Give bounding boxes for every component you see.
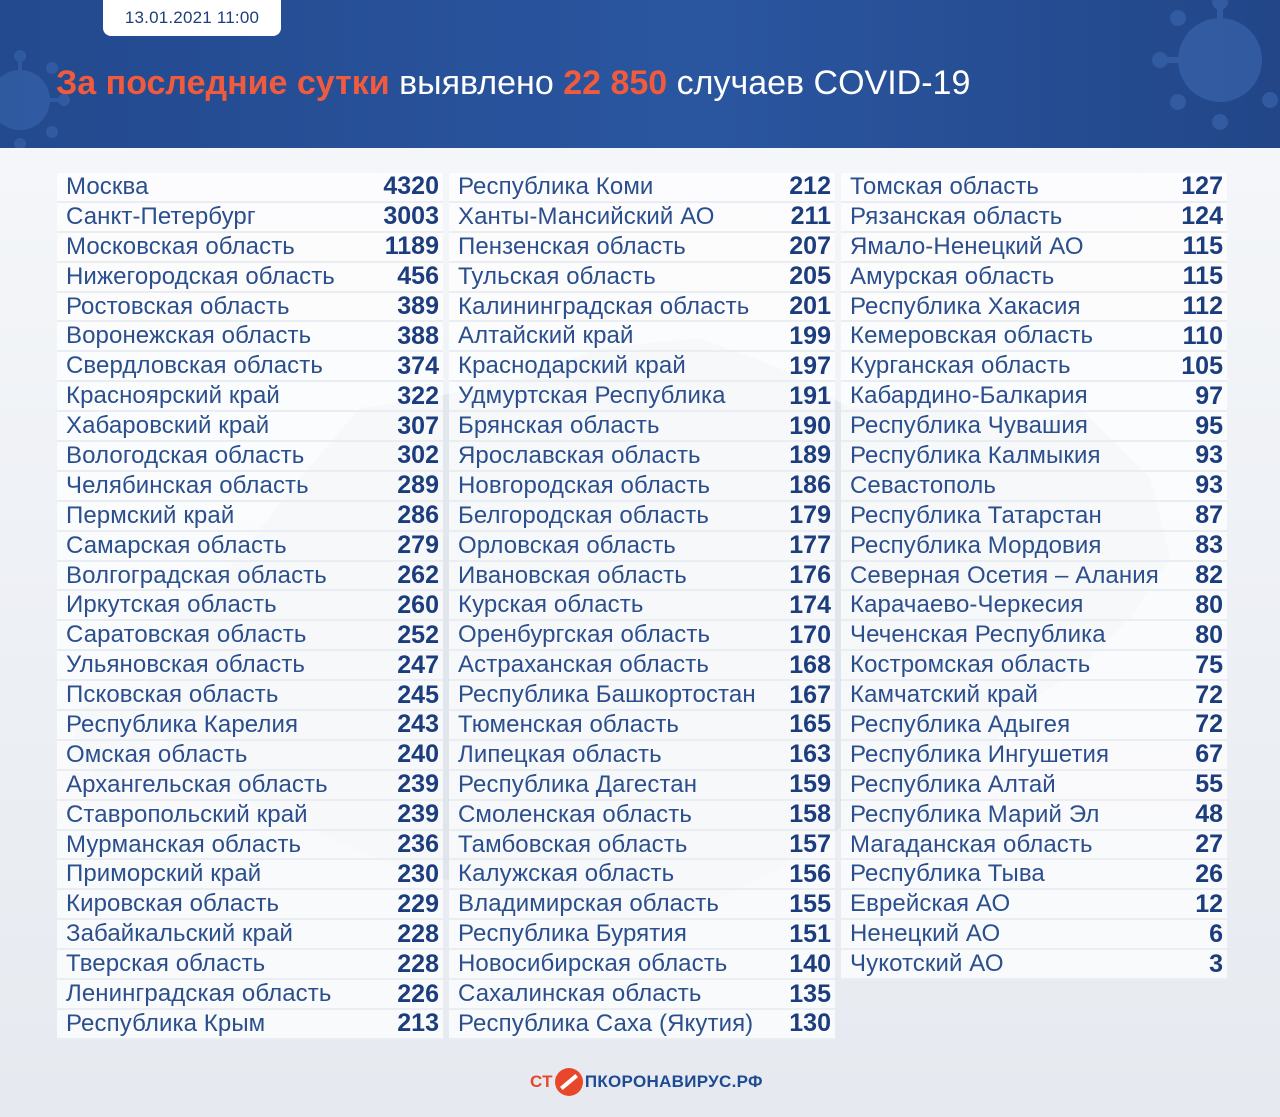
case-count: 4320 (383, 172, 439, 201)
column-2 (449, 173, 835, 1040)
region-name: Пензенская область (458, 232, 686, 260)
case-count: 124 (1181, 202, 1223, 231)
case-count: 212 (789, 172, 831, 201)
table-row (57, 681, 443, 711)
case-count: 211 (790, 202, 831, 231)
case-count: 80 (1195, 620, 1223, 649)
table-row (841, 950, 1227, 980)
table-row (57, 621, 443, 651)
table-row (57, 860, 443, 890)
table-row (449, 442, 835, 472)
case-count: 135 (789, 979, 831, 1008)
case-count: 170 (789, 620, 831, 649)
case-count: 151 (789, 919, 831, 948)
table-row (841, 382, 1227, 412)
case-count: 228 (397, 949, 439, 978)
table-row (841, 352, 1227, 382)
region-name: Астраханская область (458, 651, 709, 679)
table-row (57, 322, 443, 352)
region-name: Пермский край (66, 501, 235, 529)
table-row (57, 741, 443, 771)
case-count: 167 (789, 680, 831, 709)
case-count: 105 (1181, 351, 1223, 380)
case-count: 75 (1195, 650, 1223, 679)
headline-number: 22 850 (563, 64, 668, 102)
headline-end: случаев COVID-19 (667, 64, 971, 102)
table-row (449, 651, 835, 681)
region-name: Московская область (66, 232, 295, 260)
table-row (57, 771, 443, 801)
region-name: Республика Ингушетия (850, 740, 1110, 768)
region-name: Брянская область (458, 412, 660, 440)
table-row (449, 322, 835, 352)
region-name: Магаданская область (850, 830, 1093, 858)
table-row (57, 472, 443, 502)
table-row (57, 711, 443, 741)
case-count: 243 (397, 710, 439, 739)
table-row (841, 233, 1227, 263)
case-count: 87 (1195, 501, 1223, 530)
table-row (449, 382, 835, 412)
region-name: Ставропольский край (66, 800, 308, 828)
table-row (449, 920, 835, 950)
region-name: Вологодская область (66, 441, 305, 469)
table-row (57, 233, 443, 263)
case-count: 27 (1195, 830, 1223, 859)
table-row (449, 890, 835, 920)
table-row (57, 382, 443, 412)
region-name: Кемеровская область (850, 322, 1094, 350)
page-title (56, 60, 970, 106)
case-count: 3 (1209, 949, 1223, 978)
case-count: 201 (789, 292, 831, 321)
case-count: 93 (1195, 441, 1223, 470)
logo-text-start: СТ (530, 1072, 553, 1091)
region-name: Волгоградская область (66, 561, 327, 589)
table-row (449, 562, 835, 592)
case-count: 157 (789, 830, 831, 859)
table-row (841, 771, 1227, 801)
case-count: 26 (1195, 859, 1223, 888)
region-name: Красноярский край (66, 382, 280, 410)
table-row (57, 263, 443, 293)
region-name: Новосибирская область (458, 950, 728, 978)
table-row (449, 831, 835, 861)
table-row (449, 771, 835, 801)
case-count: 127 (1181, 172, 1223, 201)
region-name: Ямало-Ненецкий АО (850, 232, 1084, 260)
region-name: Челябинская область (66, 471, 309, 499)
case-count: 322 (397, 381, 439, 410)
table-row (57, 532, 443, 562)
table-row (449, 980, 835, 1010)
region-name: Воронежская область (66, 322, 312, 350)
case-count: 228 (397, 919, 439, 948)
case-count: 83 (1195, 531, 1223, 560)
header-banner (0, 0, 1280, 148)
region-name: Ростовская область (66, 292, 290, 320)
case-count: 229 (397, 889, 439, 918)
case-count: 247 (397, 650, 439, 679)
region-name: Курганская область (850, 352, 1071, 380)
table-row (449, 263, 835, 293)
case-count: 48 (1195, 800, 1223, 829)
case-count: 388 (397, 321, 439, 350)
table-row (57, 293, 443, 323)
table-row (57, 173, 443, 203)
logo-text-end: ПКОРОНАВИРУС.РФ (584, 1072, 763, 1091)
table-row (57, 203, 443, 233)
case-count: 213 (397, 1009, 439, 1038)
region-name: Тверская область (66, 950, 266, 978)
case-count: 456 (397, 262, 439, 291)
table-row (449, 591, 835, 621)
case-count: 286 (397, 501, 439, 530)
region-name: Тюменская область (458, 710, 680, 738)
case-count: 156 (789, 859, 831, 888)
case-count: 279 (397, 531, 439, 560)
table-row (449, 801, 835, 831)
case-count: 239 (397, 770, 439, 799)
cases-table-area (0, 148, 1280, 1117)
region-name: Мурманская область (66, 830, 302, 858)
region-name: Республика Марий Эл (850, 800, 1100, 828)
table-row (841, 442, 1227, 472)
case-count: 174 (789, 590, 831, 619)
case-count: 163 (789, 740, 831, 769)
table-row (449, 412, 835, 442)
case-count: 226 (397, 979, 439, 1008)
case-count: 197 (789, 351, 831, 380)
region-name: Москва (66, 172, 149, 200)
case-count: 165 (789, 710, 831, 739)
region-name: Ивановская область (458, 561, 687, 589)
case-count: 67 (1195, 740, 1223, 769)
case-count: 179 (789, 501, 831, 530)
region-name: Хабаровский край (66, 412, 270, 440)
region-name: Ненецкий АО (850, 920, 1001, 948)
region-name: Нижегородская область (66, 262, 335, 290)
region-name: Республика Коми (458, 172, 654, 200)
region-name: Липецкая область (458, 740, 662, 768)
region-name: Орловская область (458, 531, 676, 559)
virus-decoration-right-icon (1120, 0, 1280, 138)
table-row (841, 293, 1227, 323)
table-row (841, 322, 1227, 352)
case-count: 186 (789, 471, 831, 500)
table-row (841, 502, 1227, 532)
table-row (449, 472, 835, 502)
region-name: Свердловская область (66, 352, 323, 380)
region-name: Архангельская область (66, 770, 328, 798)
region-name: Республика Мордовия (850, 531, 1102, 559)
case-count: 205 (789, 262, 831, 291)
table-row (57, 920, 443, 950)
region-name: Республика Карелия (66, 710, 299, 738)
table-row (841, 831, 1227, 861)
region-name: Северная Осетия – Алания (850, 561, 1159, 589)
case-count: 80 (1195, 590, 1223, 619)
table-row (449, 741, 835, 771)
table-row (57, 562, 443, 592)
region-name: Амурская область (850, 262, 1055, 290)
region-name: Ханты-Мансийский АО (458, 202, 715, 230)
table-row (841, 741, 1227, 771)
case-count: 190 (789, 411, 831, 440)
region-name: Республика Башкортостан (458, 681, 756, 709)
region-name: Оренбургская область (458, 621, 711, 649)
table-row (841, 203, 1227, 233)
column-3 (841, 173, 1227, 980)
region-name: Республика Адыгея (850, 710, 1071, 738)
table-row (449, 502, 835, 532)
table-row (841, 263, 1227, 293)
table-row (57, 950, 443, 980)
region-name: Забайкальский край (66, 920, 294, 948)
headline-accent: За последние сутки (56, 64, 390, 102)
region-name: Севастополь (850, 471, 997, 499)
region-name: Иркутская область (66, 591, 277, 619)
region-name: Новгородская область (458, 471, 711, 499)
table-row (449, 352, 835, 382)
case-count: 262 (397, 561, 439, 590)
region-name: Смоленская область (458, 800, 692, 828)
region-name: Кабардино-Балкария (850, 382, 1088, 410)
case-count: 230 (397, 859, 439, 888)
region-name: Самарская область (66, 531, 287, 559)
case-count: 207 (789, 232, 831, 261)
case-count: 191 (789, 381, 831, 410)
region-name: Республика Тыва (850, 860, 1045, 888)
table-row (449, 860, 835, 890)
case-count: 176 (789, 561, 831, 590)
table-row (841, 920, 1227, 950)
table-row (449, 233, 835, 263)
region-name: Саратовская область (66, 621, 307, 649)
region-name: Тамбовская область (458, 830, 688, 858)
region-name: Томская область (850, 172, 1040, 200)
region-name: Республика Крым (66, 1009, 266, 1037)
case-count: 302 (397, 441, 439, 470)
case-count: 93 (1195, 471, 1223, 500)
table-row (841, 173, 1227, 203)
table-row (57, 352, 443, 382)
case-count: 289 (397, 471, 439, 500)
case-count: 115 (1182, 232, 1223, 261)
region-name: Костромская область (850, 651, 1091, 679)
case-count: 240 (397, 740, 439, 769)
table-row (57, 801, 443, 831)
region-name: Республика Чувашия (850, 412, 1088, 440)
headline-mid: выявлено (389, 64, 564, 102)
region-name: Кировская область (66, 890, 280, 918)
table-row (57, 651, 443, 681)
table-row (841, 621, 1227, 651)
case-count: 95 (1195, 411, 1223, 440)
table-row (449, 173, 835, 203)
case-count: 239 (397, 800, 439, 829)
table-row (57, 980, 443, 1010)
table-row (449, 1010, 835, 1040)
region-name: Калужская область (458, 860, 675, 888)
region-name: Камчатский край (850, 681, 1038, 709)
region-name: Сахалинская область (458, 980, 702, 1007)
region-name: Краснодарский край (458, 352, 686, 380)
case-count: 140 (789, 949, 831, 978)
table-row (57, 831, 443, 861)
region-name: Республика Алтай (850, 770, 1056, 798)
case-count: 12 (1195, 889, 1223, 918)
case-count: 55 (1195, 770, 1223, 799)
region-name: Калининградская область (458, 292, 750, 320)
table-row (841, 890, 1227, 920)
table-row (841, 591, 1227, 621)
region-name: Республика Татарстан (850, 501, 1102, 529)
table-row (841, 711, 1227, 741)
table-row (57, 412, 443, 442)
region-name: Республика Саха (Якутия) (458, 1009, 754, 1037)
region-name: Ульяновская область (66, 651, 306, 679)
case-count: 374 (397, 351, 439, 380)
region-name: Республика Дагестан (458, 770, 698, 798)
case-count: 389 (397, 292, 439, 321)
region-name: Ярославская область (458, 441, 701, 469)
table-row (841, 860, 1227, 890)
region-name: Санкт-Петербург (66, 202, 256, 230)
region-name: Еврейская АО (850, 890, 1011, 918)
case-count: 158 (789, 800, 831, 829)
table-row (841, 681, 1227, 711)
case-count: 168 (789, 650, 831, 679)
case-count: 236 (397, 830, 439, 859)
case-count: 112 (1182, 292, 1223, 321)
case-count: 6 (1209, 919, 1223, 948)
region-name: Удмуртская Республика (458, 382, 726, 410)
table-row (841, 412, 1227, 442)
report-date: 13.01.2021 11:00 (103, 0, 281, 36)
case-count: 260 (397, 590, 439, 619)
region-name: Чеченская Республика (850, 621, 1106, 649)
table-row (841, 532, 1227, 562)
table-row (841, 801, 1227, 831)
region-name: Владимирская область (458, 890, 719, 918)
table-row (449, 203, 835, 233)
table-row (57, 1010, 443, 1040)
case-count: 72 (1195, 710, 1223, 739)
case-count: 82 (1195, 561, 1223, 590)
table-row (841, 651, 1227, 681)
table-row (449, 711, 835, 741)
case-count: 115 (1182, 262, 1223, 291)
region-name: Рязанская область (850, 202, 1063, 230)
region-name: Курская область (458, 591, 644, 619)
case-count: 177 (789, 531, 831, 560)
table-row (57, 502, 443, 532)
table-row (449, 293, 835, 323)
region-name: Алтайский край (458, 322, 634, 350)
case-count: 252 (397, 620, 439, 649)
table-row (57, 591, 443, 621)
region-name: Чукотский АО (850, 950, 1004, 978)
case-count: 189 (789, 441, 831, 470)
table-row (449, 681, 835, 711)
case-count: 245 (397, 680, 439, 709)
region-name: Республика Бурятия (458, 920, 687, 948)
table-row (841, 472, 1227, 502)
case-count: 110 (1182, 321, 1223, 350)
case-count: 307 (397, 411, 439, 440)
region-name: Омская область (66, 740, 248, 768)
case-count: 155 (789, 889, 831, 918)
case-count: 3003 (383, 202, 439, 231)
region-name: Ленинградская область (66, 980, 332, 1007)
region-name: Республика Хакасия (850, 292, 1081, 320)
case-count: 199 (789, 321, 831, 350)
table-row (841, 562, 1227, 592)
table-row (449, 950, 835, 980)
table-row (57, 890, 443, 920)
case-count: 72 (1195, 680, 1223, 709)
virus-stop-icon (555, 1068, 583, 1096)
case-count: 1189 (384, 232, 439, 261)
case-count: 97 (1195, 381, 1223, 410)
region-name: Республика Калмыкия (850, 441, 1101, 469)
region-name: Приморский край (66, 860, 262, 888)
column-1 (57, 173, 443, 1040)
case-count: 130 (789, 1009, 831, 1038)
table-row (449, 621, 835, 651)
region-name: Белгородская область (458, 501, 709, 529)
stopcoronavirus-logo (530, 1068, 763, 1096)
table-row (449, 532, 835, 562)
region-name: Карачаево-Черкесия (850, 591, 1084, 619)
case-count: 159 (789, 770, 831, 799)
region-name: Псковская область (66, 681, 279, 709)
table-row (57, 442, 443, 472)
region-name: Тульская область (458, 262, 656, 290)
